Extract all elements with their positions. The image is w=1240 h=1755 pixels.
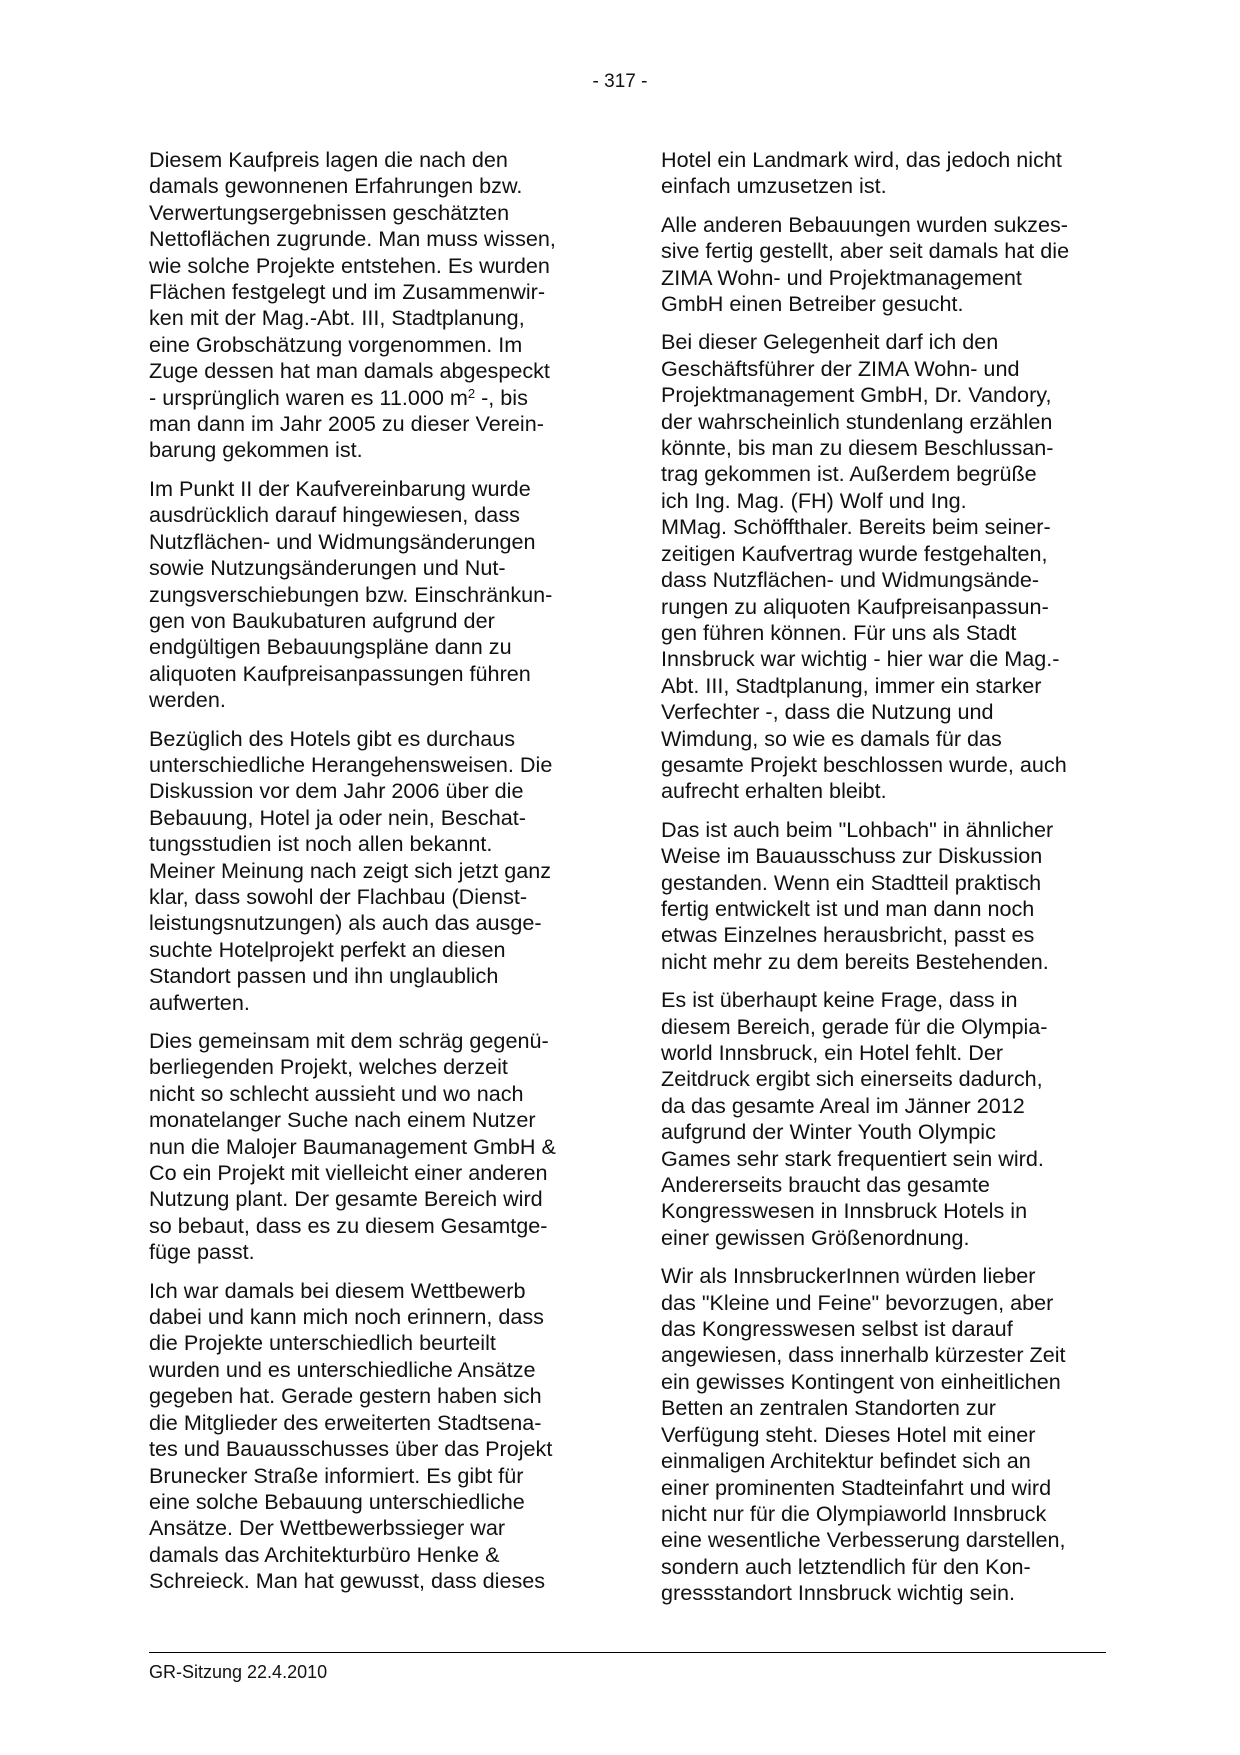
text-line: ich Ing. Mag. (FH) Wolf und Ing.: [661, 487, 967, 513]
left-column: [149, 147, 589, 1607]
footer-divider: [149, 1652, 1106, 1653]
text-line: Dies gemeinsam mit dem schräg gegenü-: [149, 1028, 549, 1053]
text-line: einmaligen Architektur befindet sich an: [661, 1448, 1031, 1474]
text-line: leistungsnutzungen) als auch das ausge-: [149, 910, 542, 936]
text-line: eine Grobschätzung vorgenommen. Im: [149, 331, 523, 357]
text-line: zungsverschiebungen bzw. Einschränkun-: [149, 581, 553, 607]
text-line: aufwerten.: [149, 989, 250, 1015]
text-line: füge passt.: [149, 1239, 255, 1265]
text-line: berliegenden Projekt, welches derzeit: [149, 1054, 508, 1080]
text-line: sive fertig gestellt, aber seit damals hat die: [661, 238, 1070, 264]
text-line: etwas Einzelnes herausbricht, passt es: [661, 922, 1035, 948]
text-line: die Projekte unterschiedlich beurteilt: [149, 1330, 496, 1356]
text-line: dass Nutzflächen- und Widmungsände-: [661, 567, 1040, 593]
text-line: Bebauung, Hotel ja oder nein, Beschat-: [149, 804, 526, 830]
paragraph: [149, 726, 589, 1016]
text-line: MMag. Schöffthaler. Bereits beim seiner-: [661, 514, 1051, 540]
text-line: so bebaut, dass es zu diesem Gesamtge-: [149, 1212, 548, 1238]
text-line-with-superscript: [149, 385, 589, 411]
page-number: - 317 -: [592, 71, 648, 92]
superscript-exponent: 2: [467, 385, 476, 401]
text-segment: -, bis: [475, 384, 528, 410]
paragraph: [661, 147, 1101, 200]
text-line: dabei und kann mich noch erinnern, dass: [149, 1304, 544, 1330]
text-line: der wahrscheinlich stundenlang erzählen: [661, 408, 1053, 434]
text-line: Zeitdruck ergibt sich einerseits dadurch,: [661, 1066, 1043, 1092]
text-line: nicht nur für die Olympiaworld Innsbruck: [661, 1500, 1047, 1526]
text-line: Bezüglich des Hotels gibt es durchaus: [149, 725, 516, 751]
text-line: Kongresswesen in Innsbruck Hotels in: [661, 1198, 1028, 1224]
text-line: Weise im Bauausschuss zur Diskussion: [661, 843, 1043, 869]
paragraph: [661, 817, 1101, 975]
text-line: ausdrücklich darauf hingewiesen, dass: [149, 502, 520, 528]
text-line: einfach umzusetzen ist.: [661, 173, 887, 199]
text-line: monatelanger Suche nach einem Nutzer: [149, 1107, 536, 1133]
text-line: Bei dieser Gelegenheit darf ich den: [661, 329, 999, 355]
text-line: Nutzflächen- und Widmungsänderungen: [149, 528, 536, 554]
text-line: Geschäftsführer der ZIMA Wohn- und: [661, 355, 1020, 381]
text-line: ein gewisses Kontingent von einheitlichen: [661, 1368, 1061, 1394]
paragraph: [661, 329, 1101, 804]
text-line: Nettoflächen zugrunde. Man muss wissen,: [149, 226, 556, 252]
text-line: zeitigen Kaufvertrag wurde festgehalten,: [661, 540, 1048, 566]
text-line: Meiner Meinung nach zeigt sich jetzt ganz: [149, 857, 552, 883]
footer-text: GR-Sitzung 22.4.2010: [149, 1662, 328, 1682]
text-line: fertig entwickelt ist und man dann noch: [661, 895, 1035, 921]
text-line: barung gekommen ist.: [149, 437, 363, 463]
text-line: Projektmanagement GmbH, Dr. Vandory,: [661, 382, 1052, 408]
text-line: Co ein Projekt mit vielleicht einer anderen: [149, 1160, 548, 1186]
text-line: einer prominenten Stadteinfahrt und wird: [661, 1474, 1052, 1500]
text-line: Verfechter -, dass die Nutzung und: [661, 699, 994, 725]
text-line: Es ist überhaupt keine Frage, dass in: [661, 987, 1018, 1013]
text-line: da das gesamte Areal im Jänner 2012: [661, 1092, 1025, 1118]
text-line: Wimdung, so wie es damals für das: [661, 725, 1002, 751]
text-line: gegeben hat. Gerade gestern haben sich: [149, 1383, 542, 1409]
text-line: Andererseits braucht das gesamte: [661, 1172, 990, 1198]
paragraph: [149, 147, 589, 464]
text-segment: - ursprünglich waren es 11.000 m: [149, 384, 468, 410]
text-line: suchte Hotelprojekt perfekt an diesen: [149, 936, 506, 962]
text-line: Abt. III, Stadtplanung, immer ein starker: [661, 672, 1042, 698]
text-line: Ich war damals bei diesem Wettbewerb: [149, 1277, 526, 1303]
text-line: aliquoten Kaufpreisanpassungen führen: [149, 660, 531, 686]
text-line: klar, dass sowohl der Flachbau (Dienst-: [149, 883, 528, 909]
text-line: das Kongresswesen selbst ist darauf: [661, 1316, 1013, 1342]
text-line: Wir als InnsbruckerInnen würden lieber: [661, 1263, 1036, 1289]
text-line: eine wesentliche Verbesserung darstellen,: [661, 1527, 1066, 1553]
text-line: gesamte Projekt beschlossen wurde, auch: [661, 751, 1067, 777]
text-line: unterschiedliche Herangehensweisen. Die: [149, 751, 553, 777]
text-line: damals das Architekturbüro Henke &: [149, 1541, 500, 1567]
right-column: [661, 147, 1101, 1619]
text-line: GmbH einen Betreiber gesucht.: [661, 291, 964, 317]
text-line: gen führen können. Für uns als Stadt: [661, 619, 1017, 645]
text-line: Im Punkt II der Kaufvereinbarung wurde: [149, 475, 531, 501]
text-line: Das ist auch beim "Lohbach" in ähnlicher: [661, 816, 1054, 842]
text-line: diesem Bereich, gerade für die Olympia-: [661, 1013, 1048, 1039]
text-line: ken mit der Mag.-Abt. III, Stadtplanung,: [149, 305, 525, 331]
text-line: werden.: [149, 687, 226, 713]
text-line: Standort passen und ihn unglaublich: [149, 963, 499, 989]
text-line: wurden und es unterschiedliche Ansätze: [149, 1356, 536, 1382]
text-line: damals gewonnenen Erfahrungen bzw.: [149, 173, 523, 199]
text-line: Verwertungsergebnissen geschätzten: [149, 199, 510, 225]
text-line: Brunecker Straße informiert. Es gibt für: [149, 1462, 524, 1488]
text-line: die Mitglieder des erweiterten Stadtsena-: [149, 1409, 542, 1435]
text-line: man dann im Jahr 2005 zu dieser Verein-: [149, 411, 544, 437]
text-line: könnte, bis man zu diesem Beschlussan-: [661, 435, 1054, 461]
text-line: einer gewissen Größenordnung.: [661, 1224, 970, 1250]
text-line: rungen zu aliquoten Kaufpreisanpassun-: [661, 593, 1049, 619]
text-line: Games sehr stark frequentiert sein wird.: [661, 1145, 1044, 1171]
text-line: nicht mehr zu dem bereits Bestehenden.: [661, 948, 1049, 974]
text-line: Hotel ein Landmark wird, das jedoch nicht: [661, 147, 1062, 172]
text-line: Flächen festgelegt und im Zusammenwir-: [149, 279, 546, 305]
text-line: tes und Bauausschusses über das Projekt: [149, 1436, 553, 1462]
text-line: Ansätze. Der Wettbewerbssieger war: [149, 1515, 506, 1541]
text-line: gen von Baukubaturen aufgrund der: [149, 607, 495, 633]
text-line: aufgrund der Winter Youth Olympic: [661, 1119, 996, 1145]
text-line: angewiesen, dass innerhalb kürzester Zeit: [661, 1342, 1066, 1368]
text-line: Innsbruck war wichtig - hier war die Mag.-: [661, 646, 1060, 672]
text-line: nicht so schlecht aussieht und wo nach: [149, 1080, 524, 1106]
text-line: das "Kleine und Feine" bevorzugen, aber: [661, 1289, 1054, 1315]
text-line: wie solche Projekte entstehen. Es wurden: [149, 252, 550, 278]
paragraph: [149, 476, 589, 714]
text-line: tungsstudien ist noch allen bekannt.: [149, 831, 493, 857]
text-line: trag gekommen ist. Außerdem begrüße: [661, 461, 1037, 487]
text-line: Alle anderen Bebauungen wurden sukzes-: [661, 211, 1068, 237]
text-line: endgültigen Bebauungspläne dann zu: [149, 634, 512, 660]
text-line: eine solche Bebauung unterschiedliche: [149, 1488, 525, 1514]
text-line: gressstandort Innsbruck wichtig sein.: [661, 1580, 1016, 1606]
paragraph: [661, 987, 1101, 1251]
text-line: Zuge dessen hat man damals abgespeckt: [149, 358, 550, 384]
paragraph: [661, 212, 1101, 318]
text-line: nun die Malojer Baumanagement GmbH &: [149, 1133, 556, 1159]
text-line: Diesem Kaufpreis lagen die nach den: [149, 147, 508, 172]
text-line: sowie Nutzungsänderungen und Nut-: [149, 555, 506, 581]
paragraph: [149, 1278, 589, 1595]
text-line: ZIMA Wohn- und Projektmanagement: [661, 264, 1022, 290]
text-line: Schreieck. Man hat gewusst, dass dieses: [149, 1568, 546, 1594]
text-line: Diskussion vor dem Jahr 2006 über die: [149, 778, 524, 804]
text-line: gestanden. Wenn ein Stadtteil praktisch: [661, 869, 1042, 895]
text-line: sondern auch letztendlich für den Kon-: [661, 1553, 1031, 1579]
paragraph: [149, 1028, 589, 1266]
text-line: aufrecht erhalten bleibt.: [661, 778, 887, 804]
text-line: Verfügung steht. Dieses Hotel mit einer: [661, 1421, 1036, 1447]
text-line: Nutzung plant. Der gesamte Bereich wird: [149, 1186, 543, 1212]
paragraph: [661, 1263, 1101, 1606]
text-line: Betten an zentralen Standorten zur: [661, 1395, 996, 1421]
text-line: world Innsbruck, ein Hotel fehlt. Der: [661, 1040, 1004, 1065]
